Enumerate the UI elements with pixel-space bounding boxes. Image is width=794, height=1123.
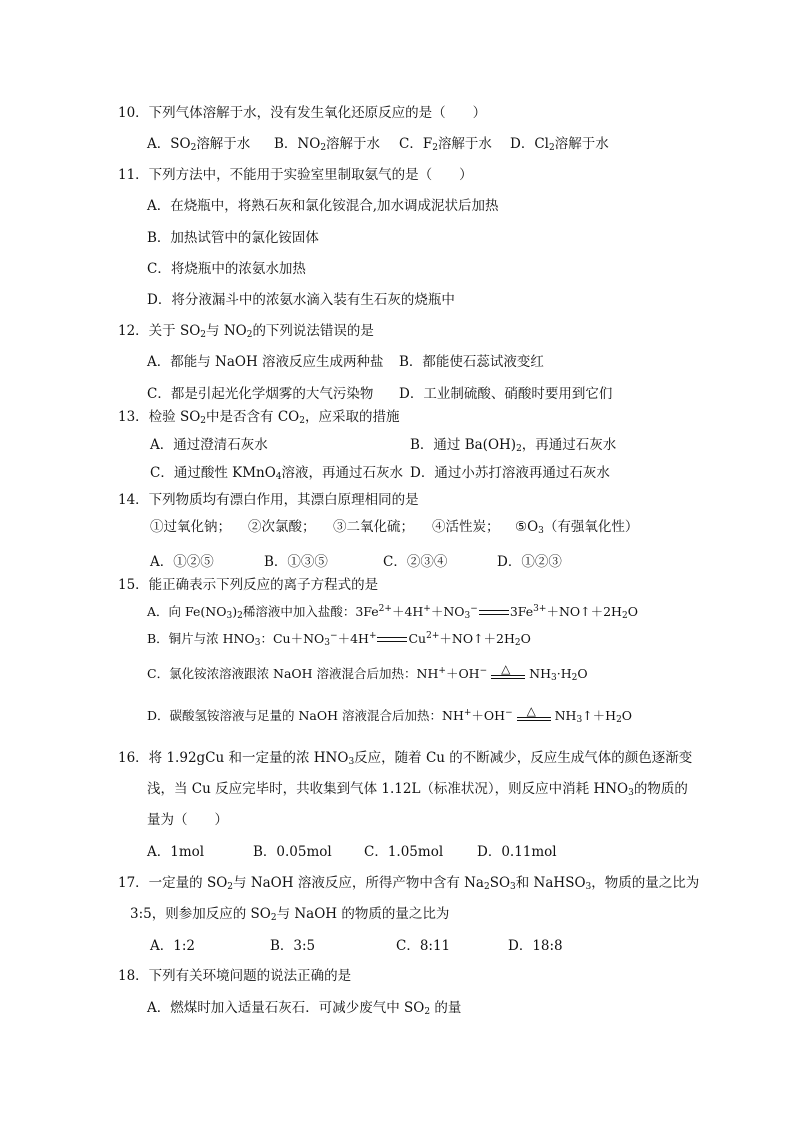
- q17-option-c: C．8:11: [396, 938, 451, 954]
- q10-stem: 10．下列气体溶解于水，没有发生氧化还原反应的是（ ）: [118, 105, 487, 121]
- q18-option-a: A．燃煤时加入适量石灰石．可减少废气中 $SO_2$ 的量: [147, 1000, 462, 1017]
- q13-option-a: A．通过澄清石灰水: [150, 437, 268, 453]
- q12-option-a: A．都能与 NaOH 溶液反应生成两种盐: [147, 354, 384, 370]
- q11-option-b: B．加热试管中的氯化铵固体: [147, 230, 319, 246]
- q17-option-b: B．3:5: [270, 938, 316, 954]
- q17-line1: 17．一定量的 $SO_2$与 NaOH 溶液反应，所得产物中含有 $Na_2SO_3$和 NaHSO$_3$，物质的量之比为: [118, 875, 700, 892]
- q17-option-d: D．18:8: [508, 938, 563, 954]
- q10-option-d: D．$Cl_2$溶解于水: [510, 136, 609, 153]
- q15-option-b: B．铜片与浓 $HNO_3$：$Cu+NO_3^-+4H^+$ $Cu^{2+}+NO↑+2H_2O$: [147, 631, 531, 648]
- q15-option-c: C．氯化铵浓溶液跟浓 NaOH 溶液混合后加热：NH+＋OH− △ $NH_3\cdot H_2O$: [147, 661, 588, 683]
- q14-item-3: ③二氧化硫；: [333, 519, 414, 535]
- q14-stem: 14．下列物质均有漂白作用，其漂白原理相同的是: [118, 492, 419, 508]
- q17-line2: 3:5，则参加反应的 $SO_2$与 NaOH 的物质的量之比为: [130, 906, 450, 923]
- q16-line2: 浅，当 Cu 反应完毕时，共收集到气体 1.12L（标准状况），则反应中消耗 $HNO_3$的物质的: [147, 781, 688, 798]
- q10-option-c: C．$F_2$溶解于水: [399, 136, 492, 153]
- q11-option-d: D．将分液漏斗中的浓氨水滴入装有生石灰的烧瓶中: [147, 292, 455, 308]
- q16-line1: 16．将 1.92gCu 和一定量的浓 $HNO_3$反应，随着 Cu 的不断减少，反应生成气体的颜色逐渐变: [118, 750, 693, 767]
- q14-item-1: ①过氧化钠；: [150, 519, 231, 535]
- q15-option-a: A．向 $Fe(NO_3)_2$稀溶液中加入盐酸：$3Fe^{2+}+4H^++NO_3^-$ $3Fe^{3+}+NO↑+2H_2O$: [147, 604, 638, 621]
- q12-option-b: B．都能使石蕊试液变红: [399, 354, 544, 370]
- q14-option-c: C．②③④: [383, 554, 448, 570]
- q11-option-c: C．将烧瓶中的浓氨水加热: [147, 261, 306, 277]
- q14-item-2: ②次氯酸；: [248, 519, 316, 535]
- heat-arrow-icon: △: [491, 666, 525, 684]
- q11-option-a: A．在烧瓶中，将熟石灰和氯化铵混合,加水调成泥状后加热: [147, 198, 499, 214]
- q14-item-4: ④活性炭；: [432, 519, 500, 535]
- q15-stem: 15．能正确表示下列反应的离子方程式的是: [118, 577, 379, 593]
- q16-option-b: B．0.05mol: [253, 844, 332, 860]
- q14-item-5: $⑤O_3$（有强氧化性）: [515, 519, 639, 536]
- q11-stem: 11．下列方法中，不能用于实验室里制取氨气的是（ ）: [118, 167, 473, 183]
- q14-option-d: D．①②③: [497, 554, 562, 570]
- q10-option-a: A．$SO_2$溶解于水: [147, 136, 251, 153]
- q14-option-b: B．①③⑤: [264, 554, 328, 570]
- q17-option-a: A．1:2: [150, 938, 195, 954]
- q13-stem: 13．检验 $SO_2$中是否含有 $CO_2$，应采取的措施: [118, 409, 400, 426]
- q10-option-b: B．$NO_2$溶解于水: [274, 136, 381, 153]
- q12-option-c: C．都是引起光化学烟雾的大气污染物: [147, 386, 374, 402]
- q13-option-b: B．通过 $Ba(OH)_2$，再通过石灰水: [410, 437, 617, 454]
- q16-option-a: A．1mol: [147, 844, 205, 860]
- q13-option-c: C．通过酸性 KMnO$_4$溶液，再通过石灰水: [150, 465, 404, 482]
- q18-stem: 18．下列有关环境问题的说法正确的是: [118, 968, 352, 984]
- q13-option-d: D．通过小苏打溶液再通过石灰水: [410, 465, 610, 481]
- q12-stem: 12．关于 $SO_2$与 $NO_2$的下列说法错误的是: [118, 323, 374, 340]
- heat-arrow-icon: △: [517, 708, 551, 726]
- q14-option-a: A．①②⑤: [150, 554, 214, 570]
- equals-sign: [377, 635, 407, 645]
- equals-sign: [479, 608, 509, 618]
- q16-option-c: C．1.05mol: [364, 844, 444, 860]
- q15-option-d: D．碳酸氢铵溶液与足量的 NaOH 溶液混合后加热：NH+＋OH− △ $NH_3↑+H_2O$: [147, 703, 633, 725]
- q12-option-d: D．工业制硫酸、硝酸时要用到它们: [399, 386, 613, 402]
- q16-option-d: D．0.11mol: [477, 844, 557, 860]
- q16-line3: 量为（ ）: [147, 812, 228, 828]
